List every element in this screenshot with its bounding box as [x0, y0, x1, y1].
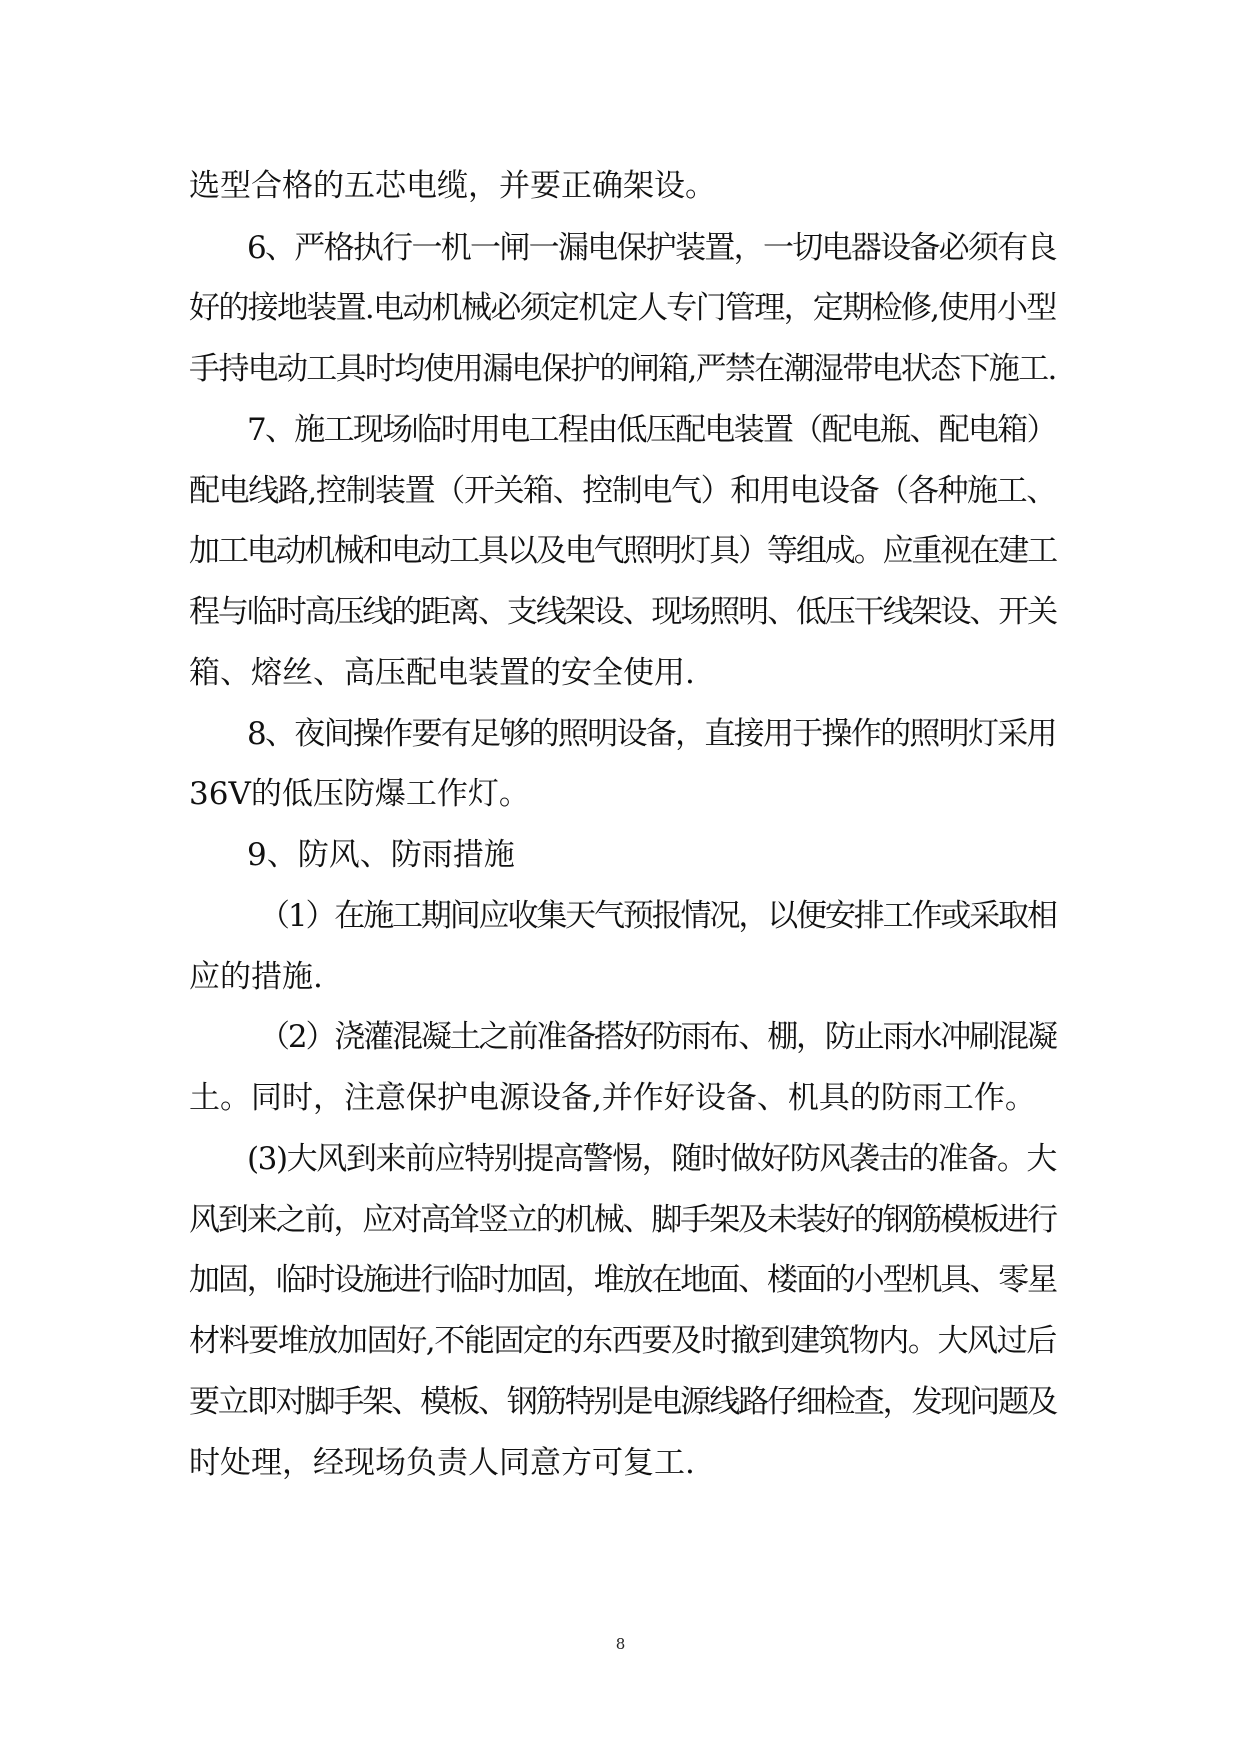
text-line: （1）在施工期间应收集天气预报情况，以便安排工作或采取相 — [259, 898, 1056, 934]
text-line: 应的措施. — [189, 959, 323, 995]
text-line: 配电线路,控制装置（开关箱、控制电气）和用电设备（各种施工、 — [189, 473, 1056, 509]
text-line: 好的接地装置.电动机械必须定机定人专门管理，定期检修,使用小型 — [189, 290, 1056, 326]
text-line: 手持电动工具时均使用漏电保护的闸箱,严禁在潮湿带电状态下施工. — [189, 351, 1056, 387]
text-line: 要立即对脚手架、模板、钢筋特别是电源线路仔细检查，发现问题及 — [189, 1384, 1056, 1420]
text-line: 材料要堆放加固好,不能固定的东西要及时撤到建筑物内。大风过后 — [189, 1323, 1056, 1359]
text-line: （2）浇灌混凝土之前准备搭好防雨布、棚，防止雨水冲刷混凝 — [259, 1019, 1056, 1055]
text-line: 土。同时，注意保护电源设备,并作好设备、机具的防雨工作。 — [189, 1080, 1036, 1116]
page-number: 8 — [615, 1635, 626, 1653]
text-line: 6、严格执行一机一闸一漏电保护装置，一切电器设备必须有良 — [247, 230, 1056, 266]
text-line: 程与临时高压线的距离、支线架设、现场照明、低压干线架设、开关 — [189, 594, 1056, 630]
text-line: 9、防风、防雨措施 — [247, 837, 515, 873]
text-line: 时处理，经现场负责人同意方可复工. — [189, 1445, 695, 1481]
text-line: 加工电动机械和电动工具以及电气照明灯具）等组成。应重视在建工 — [189, 533, 1056, 569]
text-line: 选型合格的五芯电缆，并要正确架设。 — [189, 168, 716, 204]
text-line: 7、施工现场临时用电工程由低压配电装置（配电瓶、配电箱） — [247, 412, 1056, 448]
text-line: 8、夜间操作要有足够的照明设备，直接用于操作的照明灯采用 — [247, 716, 1056, 752]
text-line: 箱、熔丝、高压配电装置的安全使用. — [189, 655, 695, 691]
text-line: 风到来之前，应对高耸竖立的机械、脚手架及未装好的钢筋模板进行 — [189, 1202, 1056, 1238]
text-line: 加固，临时设施进行临时加固，堆放在地面、楼面的小型机具、零星 — [189, 1262, 1056, 1298]
text-line: 36V的低压防爆工作灯。 — [189, 776, 530, 812]
text-line: (3)大风到来前应特别提高警惕，随时做好防风袭击的准备。大 — [247, 1141, 1057, 1177]
